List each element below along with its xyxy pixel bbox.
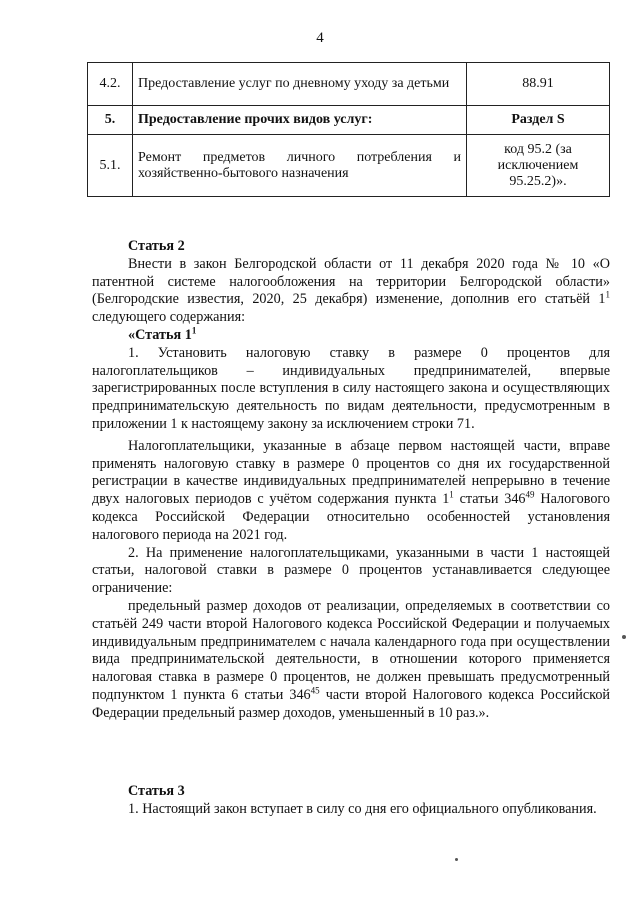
article-2-heading: Статья 2 xyxy=(128,238,185,254)
table-row xyxy=(88,106,610,135)
row-code: код 95.2 (за исключением 95.25.2)». xyxy=(467,135,610,197)
article-2-intro xyxy=(92,256,610,327)
paragraph-text: Налогового кодекса Российской Федерации относительно особенностей установления налогового периода на 2021 год. xyxy=(92,491,610,543)
table-row xyxy=(88,135,610,197)
row-description: Предоставление прочих видов услуг: xyxy=(133,106,467,135)
table-row xyxy=(88,63,610,106)
paragraph-1: 1. Установить налоговую ставку в размере 0 процентов для налогоплательщиков – индивидуальных предпринимателей, впервые зарегистрированных после вступления в силу настоящего закона и осуществляющих предпринимательскую деятельность по видам деятельности, предусмотренным в приложении 1 к настоящему закону за исключением строки 71. xyxy=(92,344,610,432)
scan-speck xyxy=(622,635,626,639)
intro-text: Внести в закон Белгородской области от 11 декабря 2020 года № 10 «О патентной системе налогообложения на территории Белгородской области» (Белгородские известия, 2020, 25 декабря) изменение, дополнив его статьёй 1 xyxy=(92,255,610,308)
row-code: 88.91 xyxy=(467,63,610,106)
activity-codes-table xyxy=(87,62,610,197)
superscript: 1 xyxy=(605,289,610,300)
paragraph-text: статьи 346 xyxy=(453,491,526,508)
article-2 xyxy=(92,238,610,723)
paragraph-text: части второй Налогового кодекса Российской Федерации предельный размер доходов, уменьшенный в 10 раз.». xyxy=(92,686,610,721)
paragraph-text: предельный размер доходов от реализации, определяемых в соответствии со статьёй 249 части второй Налогового кодекса Российской Федерации и получаемых индивидуальным предпринимателем с начала календарного года при осуществлении вида предпринимательской деятельности, в отношении которого применяется налоговая ставка в размере 0 процентов, не должен превышать предусмотренный подпунктом 1 пункта 6 статьи 346 xyxy=(92,597,610,703)
article-3-paragraph-1: 1. Настоящий закон вступает в силу со дня его официального опубликования. xyxy=(128,800,597,817)
row-code: Раздел S xyxy=(467,106,610,135)
row-number: 4.2. xyxy=(88,63,133,106)
page-number: 4 xyxy=(316,30,324,46)
row-number: 5.1. xyxy=(88,135,133,197)
sub-article-heading xyxy=(92,327,610,345)
row-description: Предоставление услуг по дневному уходу за детьми xyxy=(133,63,467,106)
paragraph-4 xyxy=(92,598,610,723)
row-number: 5. xyxy=(88,106,133,135)
intro-text-end: следующего содержания: xyxy=(92,309,246,326)
superscript: 49 xyxy=(525,489,535,500)
superscript: 1 xyxy=(449,489,454,500)
superscript: 45 xyxy=(310,685,320,696)
paragraph-text: Налогоплательщики, указанные в абзаце первом настоящей части, вправе применять налоговую ставку в размере 0 процентов со дня их государственной регистрации в качестве индивидуальных предпринимателей непрерывно в течение двух налоговых периодов с учётом содержания пункта 1 xyxy=(92,437,610,508)
paragraph-3: 2. На применение налогоплательщиками, указанными в части 1 настоящей статьи, налоговой ставки в размере 0 процентов устанавливается следующее ограничение: xyxy=(92,544,610,597)
article-3 xyxy=(92,783,610,819)
sub-article-title: «Статья 1 xyxy=(128,326,192,343)
superscript: 1 xyxy=(191,325,197,336)
row-description: Ремонт предметов личного потребления и хозяйственно-бытового назначения xyxy=(133,135,467,197)
article-3-heading: Статья 3 xyxy=(128,783,185,799)
scan-speck xyxy=(455,858,458,861)
paragraph-2 xyxy=(92,438,610,545)
